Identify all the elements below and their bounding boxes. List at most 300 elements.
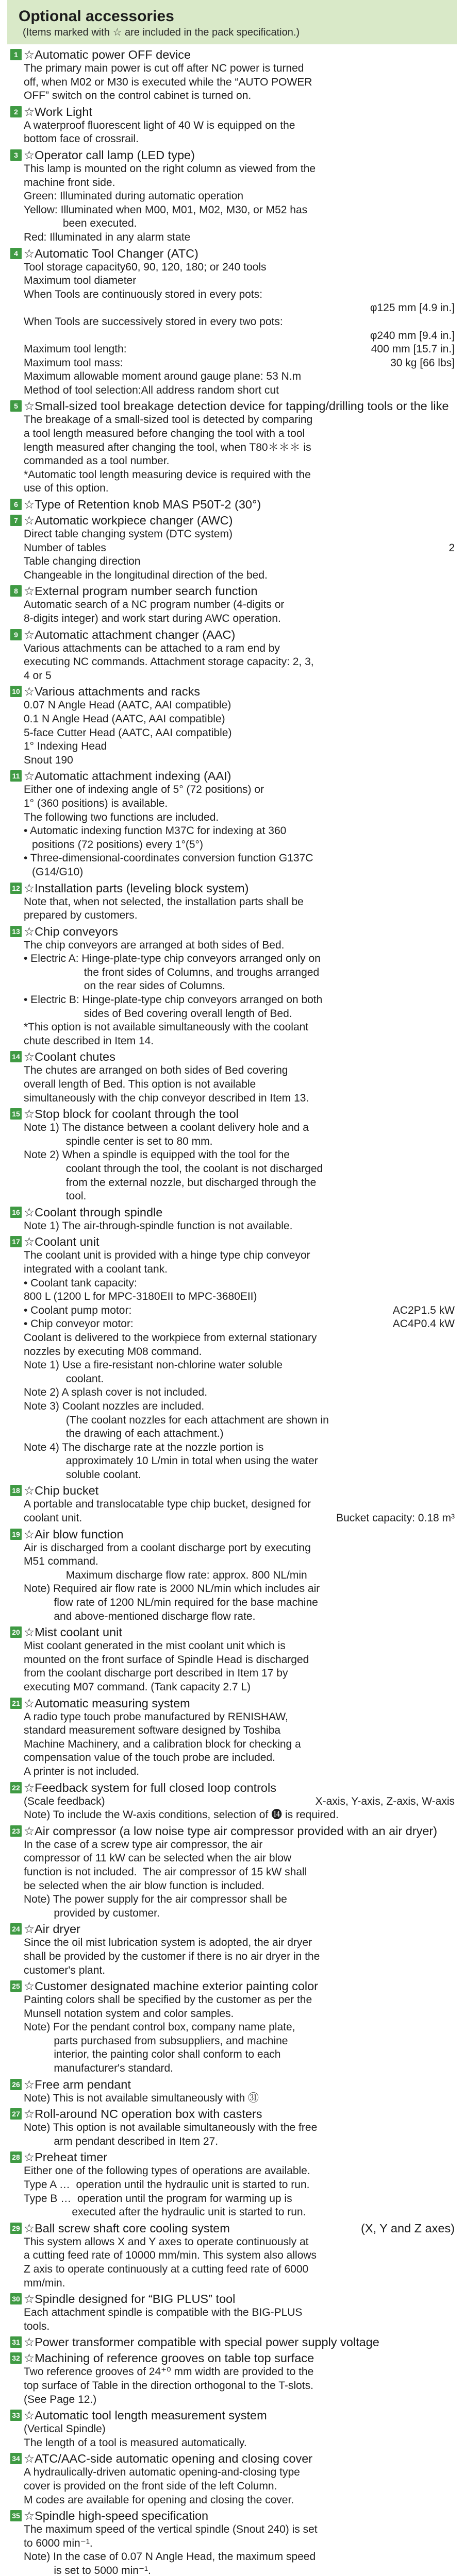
item-body [10,1993,455,2076]
item-title: ☆Type of Retention knob MAS P50T-2 (30°) [24,498,261,512]
item-spec-row [24,1512,455,1526]
accessory-item [10,1781,455,1822]
item-number-badge: 12 [10,883,22,894]
accessory-item [10,2292,455,2333]
item-text-line: Snout 190 [24,754,73,766]
item-text-line: Red: Illuminated in any alarm state [24,231,191,243]
item-text-line: M51 command. [24,1555,98,1568]
item-text-line: coolant. [24,1372,104,1385]
spec-label: Maximum tool length: [24,343,127,355]
item-title: ☆Coolant through spindle [24,1205,163,1219]
accessory-item [10,1527,455,1624]
item-title-row [10,628,455,642]
accessory-item [10,148,455,245]
item-text-line: Note) The power supply for the air compressor shall be [24,1893,287,1906]
accessory-item [10,2221,455,2290]
item-text-line: (Vertical Spindle) [24,2423,106,2435]
item-title-row [10,399,455,413]
item-text-line: (See Page 12.) [24,2393,97,2405]
item-text-line: standard measurement software designed by Toshiba [24,1724,281,1737]
item-title: ☆Automatic Tool Changer (ATC) [24,246,198,260]
item-title: ☆Coolant chutes [24,1050,115,1064]
item-body [10,783,455,879]
item-title-row [10,1205,455,1219]
item-text-line: Machine Machinery, and a calibration block for checking a [24,1738,301,1750]
item-body [10,642,455,683]
item-title-row [10,1824,455,1838]
item-number-badge: 31 [10,2336,22,2348]
item-body [10,1541,455,1624]
item-text-line: Method of tool selection:All address random short cut [24,384,279,396]
item-text-line: machine front side. [24,176,115,189]
item-title-row [10,684,455,699]
item-text-line: simultaneously with the chip conveyor described in Item 13. [24,1092,309,1104]
item-title-row [10,2107,455,2121]
item-title-row [10,1922,455,1936]
item-title: ☆Work Light [24,105,92,118]
item-spec-row [24,329,455,343]
item-title-row [10,769,455,783]
item-text-line: *This option is not available simultaneously with the coolant [24,1021,309,1033]
section-note: (Items marked with ☆ are included in the pack specification.) [23,27,300,38]
accessory-item [10,881,455,923]
item-text-line: A radio type touch probe manufactured by RENISHAW, [24,1710,288,1723]
item-text-line: nozzles by executing M08 command. [24,1345,202,1358]
accessory-item [10,1234,455,1482]
accessory-item [10,628,455,683]
item-body [10,939,455,1048]
item-text-line: Note 2) When a spindle is equipped with the tool for the [24,1149,290,1161]
item-text-line: • Electric B: Hinge-plate-type chip conveyors arranged on both [24,994,323,1006]
item-text-line: arm pendant described in Item 27. [24,2135,219,2147]
item-text-line: The maximum speed of the vertical spindle (Snout 240) is set [24,2523,318,2536]
item-text-line: compensation value of the touch probe are included. [24,1752,275,1764]
spec-value: φ125 mm [4.9 in.] [370,302,455,314]
item-title-row [10,47,455,62]
item-text-line: A hydraulically-driven automatic opening-and-closing type [24,2466,300,2479]
item-body [10,2422,455,2450]
section-header [7,0,457,44]
item-text-line: manufacturer's standard. [24,2062,173,2075]
item-text-line: Note 1) Use a fire-resistant non-chlorine water soluble [24,1359,283,1371]
item-number-badge: 30 [10,2293,22,2304]
item-text-line: Note) Required air flow rate is 2000 NL/min which includes air [24,1583,320,1595]
item-text-line: mounted on the front surface of Spindle Head is discharged [24,1653,309,1666]
item-text-line: Table changing direction [24,555,141,568]
item-text-line: commanded as a tool number. [24,455,170,467]
item-number-badge: 35 [10,2510,22,2521]
item-number-badge: 13 [10,926,22,937]
item-text-line: Note 1) The distance between a coolant delivery hole and a [24,1122,309,1134]
accessory-item [10,497,455,512]
item-number-badge: 9 [10,629,22,640]
item-title: ☆Automatic measuring system [24,1696,190,1710]
item-title: ☆Chip conveyors [24,924,119,938]
item-text-line: Type A … operation until the hydraulic unit is started to run. [24,2179,310,2191]
item-title-row [10,513,455,528]
accessory-item [10,2150,455,2219]
item-text-line: Note) To include the W-axis conditions, selection of ⓮ is required. [24,1809,339,1821]
item-text-line: executing M07 command. (Tank capacity 2.7 L) [24,1681,251,1693]
item-text-line: This system allows X and Y axes to operate continuously at [24,2235,309,2248]
item-title: ☆Spindle designed for “BIG PLUS” tool [24,2292,236,2306]
item-text-line: Either one of indexing angle of 5° (72 positions) or [24,784,264,796]
accessory-item [10,1205,455,1233]
item-body [10,1639,455,1694]
item-spec-row [24,343,455,357]
item-text-line: length measured after changing the tool, when T80＊＊＊ is [24,441,311,453]
item-text-line: mm/min. [24,2277,65,2289]
spec-value: φ240 mm [9.4 in.] [370,329,455,342]
item-title: ☆Spindle high-speed specification [24,2509,209,2523]
item-number-badge: 22 [10,1782,22,1793]
item-number-badge: 14 [10,1051,22,1062]
item-text-line: Note) In the case of 0.07 N Angle Head, the maximum speed [24,2551,316,2563]
item-text-line: Yellow: Illuminated when M00, M01, M02, M30, or M52 has [24,204,308,216]
item-spec-row [24,357,455,370]
item-title-row [10,584,455,598]
item-body [10,528,455,582]
item-text-line: A waterproof fluorescent light of 40 W is equipped on the [24,119,295,131]
item-text-line: chute described in Item 14. [24,1035,154,1047]
accessory-item [10,684,455,767]
item-text-line: function is not included. The air compressor of 15 kW shall [24,1866,307,1878]
item-text-line: Green: Illuminated during automatic operation [24,190,244,202]
item-body [10,1219,455,1233]
item-text-line: been executed. [24,217,137,230]
item-title-row [10,1696,455,1710]
item-title: ☆Coolant unit [24,1235,100,1249]
spec-label: Number of tables [24,541,106,554]
item-number-badge: 7 [10,515,22,526]
item-body [10,1710,455,1779]
item-text-line: and above-mentioned discharge flow rate. [24,1610,256,1622]
item-title: ☆Air blow function [24,1527,124,1541]
spec-label: (Scale feedback) [24,1795,105,1807]
item-body [10,699,455,767]
item-title: ☆Free arm pendant [24,2077,131,2091]
item-text-line: executing NC commands. Attachment storage capacity: 2, 3, [24,656,314,668]
item-number-badge: 23 [10,1825,22,1837]
item-text-line: *Automatic tool length measuring device is required with the [24,468,311,481]
spec-label: Maximum tool mass: [24,357,123,369]
item-text-line: flow rate of 1200 NL/min required for the base machine [24,1597,318,1609]
item-text-line: • Electric A: Hinge-plate-type chip conveyors arranged only on [24,953,321,965]
item-text-line: The chutes are arranged on both sides of Bed covering [24,1064,288,1077]
item-title-row [10,246,455,261]
item-text-line: 0.1 N Angle Head (AATC, AAI compatible) [24,713,225,725]
accessory-item [10,399,455,496]
item-title-row [10,2351,455,2365]
accessory-item [10,2509,455,2576]
item-number-badge: 19 [10,1529,22,1540]
item-title: ☆Customer designated machine exterior painting color [24,1979,318,1993]
item-text-line: approximately 10 L/min in total when using the water [24,1455,318,1467]
item-text-line: When Tools are successively stored in every two pots: [24,315,283,328]
item-spec-row [24,1304,455,1318]
item-text-line: 5-face Cutter Head (AATC, AAI compatible) [24,726,232,739]
item-title: ☆Ball screw shaft core cooling system [24,2221,230,2235]
item-title: ☆Various attachments and racks [24,685,200,699]
item-body [10,2466,455,2507]
item-title-row [10,2292,455,2306]
item-text-line: positions (72 positions) every 1°(5°) [32,838,203,851]
item-body [10,2164,455,2219]
item-title-row [10,497,455,512]
item-body [10,162,455,245]
item-text-line: provided by customer. [24,1907,160,1919]
item-text-line: (The coolant nozzles for each attachment are shown in [24,1414,329,1426]
spec-value: 30 kg [66 lbs] [390,357,455,369]
accessory-item [10,2335,455,2349]
item-number-badge: 5 [10,400,22,412]
accessory-item [10,1483,455,1525]
item-text-line: the drawing of each attachment.) [24,1428,224,1440]
accessory-item [10,1049,455,1105]
item-title-row [10,1979,455,1993]
item-title-row [10,2077,455,2092]
item-text-line: • Coolant tank capacity: [24,1277,137,1289]
item-title-row [10,924,455,939]
item-title-row [10,1781,455,1795]
item-text-line: the front sides of Columns, and troughs arranged [24,966,320,978]
item-number-badge: 3 [10,149,22,161]
item-text-line: Note) For the pendant control box, company name plate, [24,2021,295,2033]
accessory-item [10,513,455,582]
spec-value: AC4P0.4 kW [392,1318,455,1330]
spec-value: X-axis, Y-axis, Z-axis, W-axis [315,1795,455,1807]
item-title-row [10,2335,455,2349]
accessory-item [10,2077,455,2106]
item-number-badge: 11 [10,770,22,782]
item-body [10,1498,455,1525]
spec-value: 2 [449,541,455,554]
item-text-line: interior, the painting color shall conform to each [24,2048,281,2061]
item-text-line: Note 4) The discharge rate at the nozzle portion is [24,1441,264,1453]
item-text-line: M codes are available for opening and closing the cover. [24,2494,294,2506]
item-text-line: prepared by customers. [24,909,138,922]
item-number-badge: 26 [10,2079,22,2090]
item-text-line: off, when M02 or M30 is executed while the “AUTO POWER [24,76,312,88]
item-title: ☆Operator call lamp (LED type) [24,148,195,162]
item-body [10,1249,455,1482]
item-text-line: be selected when the air blow function is included. [24,1879,264,1892]
item-title-row [10,148,455,162]
item-title-row [10,2221,455,2235]
accessory-item [10,2408,455,2450]
item-title-row [10,2509,455,2523]
item-text-line: Mist coolant generated in the mist coolant unit which is [24,1640,286,1652]
accessory-item [10,924,455,1048]
item-text-line: (G14/G10) [32,866,84,878]
item-text-line: top surface of Table in the direction orthogonal to the T-slots. [24,2379,313,2392]
spec-value: AC2P1.5 kW [392,1304,455,1316]
item-number-badge: 33 [10,2410,22,2421]
item-number-badge: 28 [10,2151,22,2163]
item-title: ☆Stop block for coolant through the tool [24,1107,239,1121]
item-number-badge: 2 [10,106,22,117]
item-title-row [10,1527,455,1541]
item-body [10,261,455,398]
item-body [10,2121,455,2148]
item-text-line: Painting colors shall be specified by the customer as per the [24,1994,312,2006]
accessory-item [10,246,455,398]
item-body [10,2235,455,2290]
item-text-line: Each attachment spindle is compatible with the BIG-PLUS [24,2307,303,2319]
item-body [10,2523,455,2576]
item-title-row [10,1234,455,1249]
item-title: ☆Feedback system for full closed loop controls [24,1781,276,1794]
item-number-badge: 15 [10,1108,22,1120]
item-text-line: Either one of the following types of operations are available. [24,2165,310,2177]
item-text-line: bottom face of crossrail. [24,133,139,145]
item-number-badge: 34 [10,2453,22,2464]
item-text-line: A portable and translocatable type chip bucket, designed for [24,1498,311,1511]
item-title-row [10,2408,455,2422]
item-text-line: The coolant unit is provided with a hinge type chip conveyor [24,1249,310,1262]
item-title: ☆Automatic tool length measurement system [24,2409,267,2422]
item-text-line: a cutting feed rate of 10000 mm/min. This system also allows [24,2249,317,2262]
item-body [10,1795,455,1822]
accessory-item [10,2351,455,2406]
item-text-line: on the rear sides of Columns. [24,980,226,992]
item-text-line: Note 1) The air-through-spindle function is not available. [24,1219,293,1232]
item-title-right: (X, Y and Z axes) [361,2221,455,2235]
item-text-line: tool. [24,1190,87,1202]
item-text-line: The following two functions are included. [24,811,219,823]
item-number-badge: 20 [10,1626,22,1638]
item-spec-row [24,1795,455,1809]
item-text-line: OFF” switch on the control cabinet is turned on. [24,90,252,102]
item-title: ☆Automatic power OFF device [24,48,191,61]
item-text-line: Munsell notation system and color samples. [24,2007,234,2020]
item-text-line: parts purchased from subsuppliers, and machine [24,2035,288,2047]
item-title: ☆Installation parts (leveling block system) [24,881,249,895]
item-text-line: The primary main power is cut off after NC power is turned [24,62,304,74]
item-title: ☆Chip bucket [24,1484,99,1498]
item-text-line: a tool length measured before changing the tool with a tool [24,428,305,440]
item-text-line: Air is discharged from a coolant discharge port by executing [24,1541,311,1554]
item-title-row [10,105,455,119]
item-title: ☆Machining of reference grooves on table top surface [24,2351,314,2365]
item-text-line: Type B … operation until the program for warming up is [24,2192,292,2205]
item-text-line: Since the oil mist lubrication system is adopted, the air dryer [24,1937,312,1949]
item-title: ☆Roll-around NC operation box with casters [24,2107,262,2121]
item-number-badge: 17 [10,1236,22,1247]
item-text-line: overall length of Bed. This option is not available [24,1078,256,1091]
item-title: ☆Automatic attachment indexing (AAI) [24,769,231,783]
item-text-line: sides of Bed covering overall length of Bed. [24,1007,292,1020]
item-number-badge: 18 [10,1485,22,1496]
item-text-line: 800 L (1200 L for MPC-3180EII to MPC-3680EII) [24,1291,257,1303]
item-text-line: shall be provided by the customer if there is no air dryer in the [24,1950,320,1962]
accessory-item [10,2451,455,2507]
item-title: ☆Power transformer compatible with special power supply voltage [24,2335,379,2349]
item-number-badge: 21 [10,1698,22,1709]
item-number-badge: 24 [10,1923,22,1935]
item-title: ☆Air compressor (a low noise type air compressor provided with an air dryer) [24,1824,438,1838]
accessory-item [10,769,455,879]
item-text-line: cover is provided on the front side of the left Column. [24,2480,277,2492]
item-spec-row [24,1317,455,1331]
item-text-line: coolant through the tool, the coolant is not discharged [24,1163,323,1175]
item-text-line: customer's plant. [24,1964,106,1976]
item-text-line: 0.07 N Angle Head (AATC, AAI compatible) [24,699,231,711]
accessory-item [10,584,455,625]
item-text-line: Z axis to operate continuously at a cutting feed rate of 6000 [24,2263,309,2275]
item-text-line: Various attachments can be attached to a ram end by [24,642,280,654]
item-text-line: The length of a tool is measured automatically. [24,2436,247,2449]
item-text-line: is set to 5000 min⁻¹. [24,2564,151,2576]
item-body [10,1121,455,1204]
item-title-row [10,881,455,895]
item-title: ☆Small-sized tool breakage detection device for tapping/drilling tools or the like [24,399,449,413]
item-spec-row [24,301,455,315]
item-text-line: Coolant is delivered to the workpiece from external stationary [24,1331,317,1344]
item-text-line: integrated with a coolant tank. [24,1263,168,1275]
item-body [10,2092,455,2106]
item-number-badge: 10 [10,686,22,697]
item-text-line: Note that, when not selected, the installation parts shall be [24,895,304,908]
item-text-line: Note 2) A splash cover is not included. [24,1386,208,1399]
item-text-line: 8-digits integer) and work start during AWC operation. [24,613,281,624]
item-title-row [10,1625,455,1639]
item-number-badge: 25 [10,1980,22,1992]
accessory-item [10,1696,455,1779]
item-text-line: 1° (360 positions) is available. [24,797,168,809]
item-text-line: • Three-dimensional-coordinates conversion function G137C [24,852,313,865]
accessory-item [10,105,455,146]
item-title-row [10,1107,455,1121]
spec-value: Bucket capacity: 0.18 m³ [336,1512,455,1524]
item-number-badge: 29 [10,2223,22,2234]
item-number-badge: 1 [10,49,22,60]
item-text-line: Note 3) Coolant nozzles are included. [24,1400,205,1412]
item-text-line: spindle center is set to 80 mm. [24,1135,213,1147]
item-text-line: Automatic search of a NC program number (4-digits or [24,599,285,611]
item-body [10,413,455,496]
item-text-line: Changeable in the longitudinal direction of the bed. [24,569,268,581]
item-title: ☆Automatic workpiece changer (AWC) [24,514,233,528]
item-text-line: Note) This is not available simultaneously with ㉛ [24,2092,259,2104]
item-title: ☆Preheat timer [24,2150,108,2164]
item-text-line: Maximum allowable moment around gauge plane: 53 N.m [24,370,302,383]
item-text-line: to 6000 min⁻¹. [24,2537,93,2549]
spec-value: 400 mm [15.7 in.] [371,343,455,355]
item-text-line: The breakage of a small-sized tool is detected by comparing [24,414,313,426]
accessory-item [10,1922,455,1977]
item-number-badge: 8 [10,585,22,597]
item-text-line: • Automatic indexing function M37C for indexing at 360 [24,825,287,837]
item-body [10,598,455,625]
item-body [10,62,455,103]
item-title: ☆ATC/AAC-side automatic opening and closing cover [24,2452,313,2466]
item-body [10,2306,455,2333]
item-text-line: Two reference grooves of 24⁺⁰ mm width are provided to the [24,2366,314,2378]
item-text-line: 4 or 5 [24,669,52,682]
item-title: ☆External program number search function [24,584,258,598]
item-text-line: The chip conveyors are arranged at both sides of Bed. [24,939,285,951]
item-text-line: executed after the hydraulic unit is started to run. [24,2206,306,2218]
accessory-item [10,1625,455,1694]
accessory-list [7,47,457,2576]
spec-label: • Coolant pump motor: [24,1304,132,1316]
item-body [10,1838,455,1921]
item-text-line: This lamp is mounted on the right column as viewed from the [24,162,316,175]
item-spec-row [24,541,455,555]
section-title: Optional accessories [19,8,174,25]
spec-label: • Chip conveyor motor: [24,1318,134,1330]
